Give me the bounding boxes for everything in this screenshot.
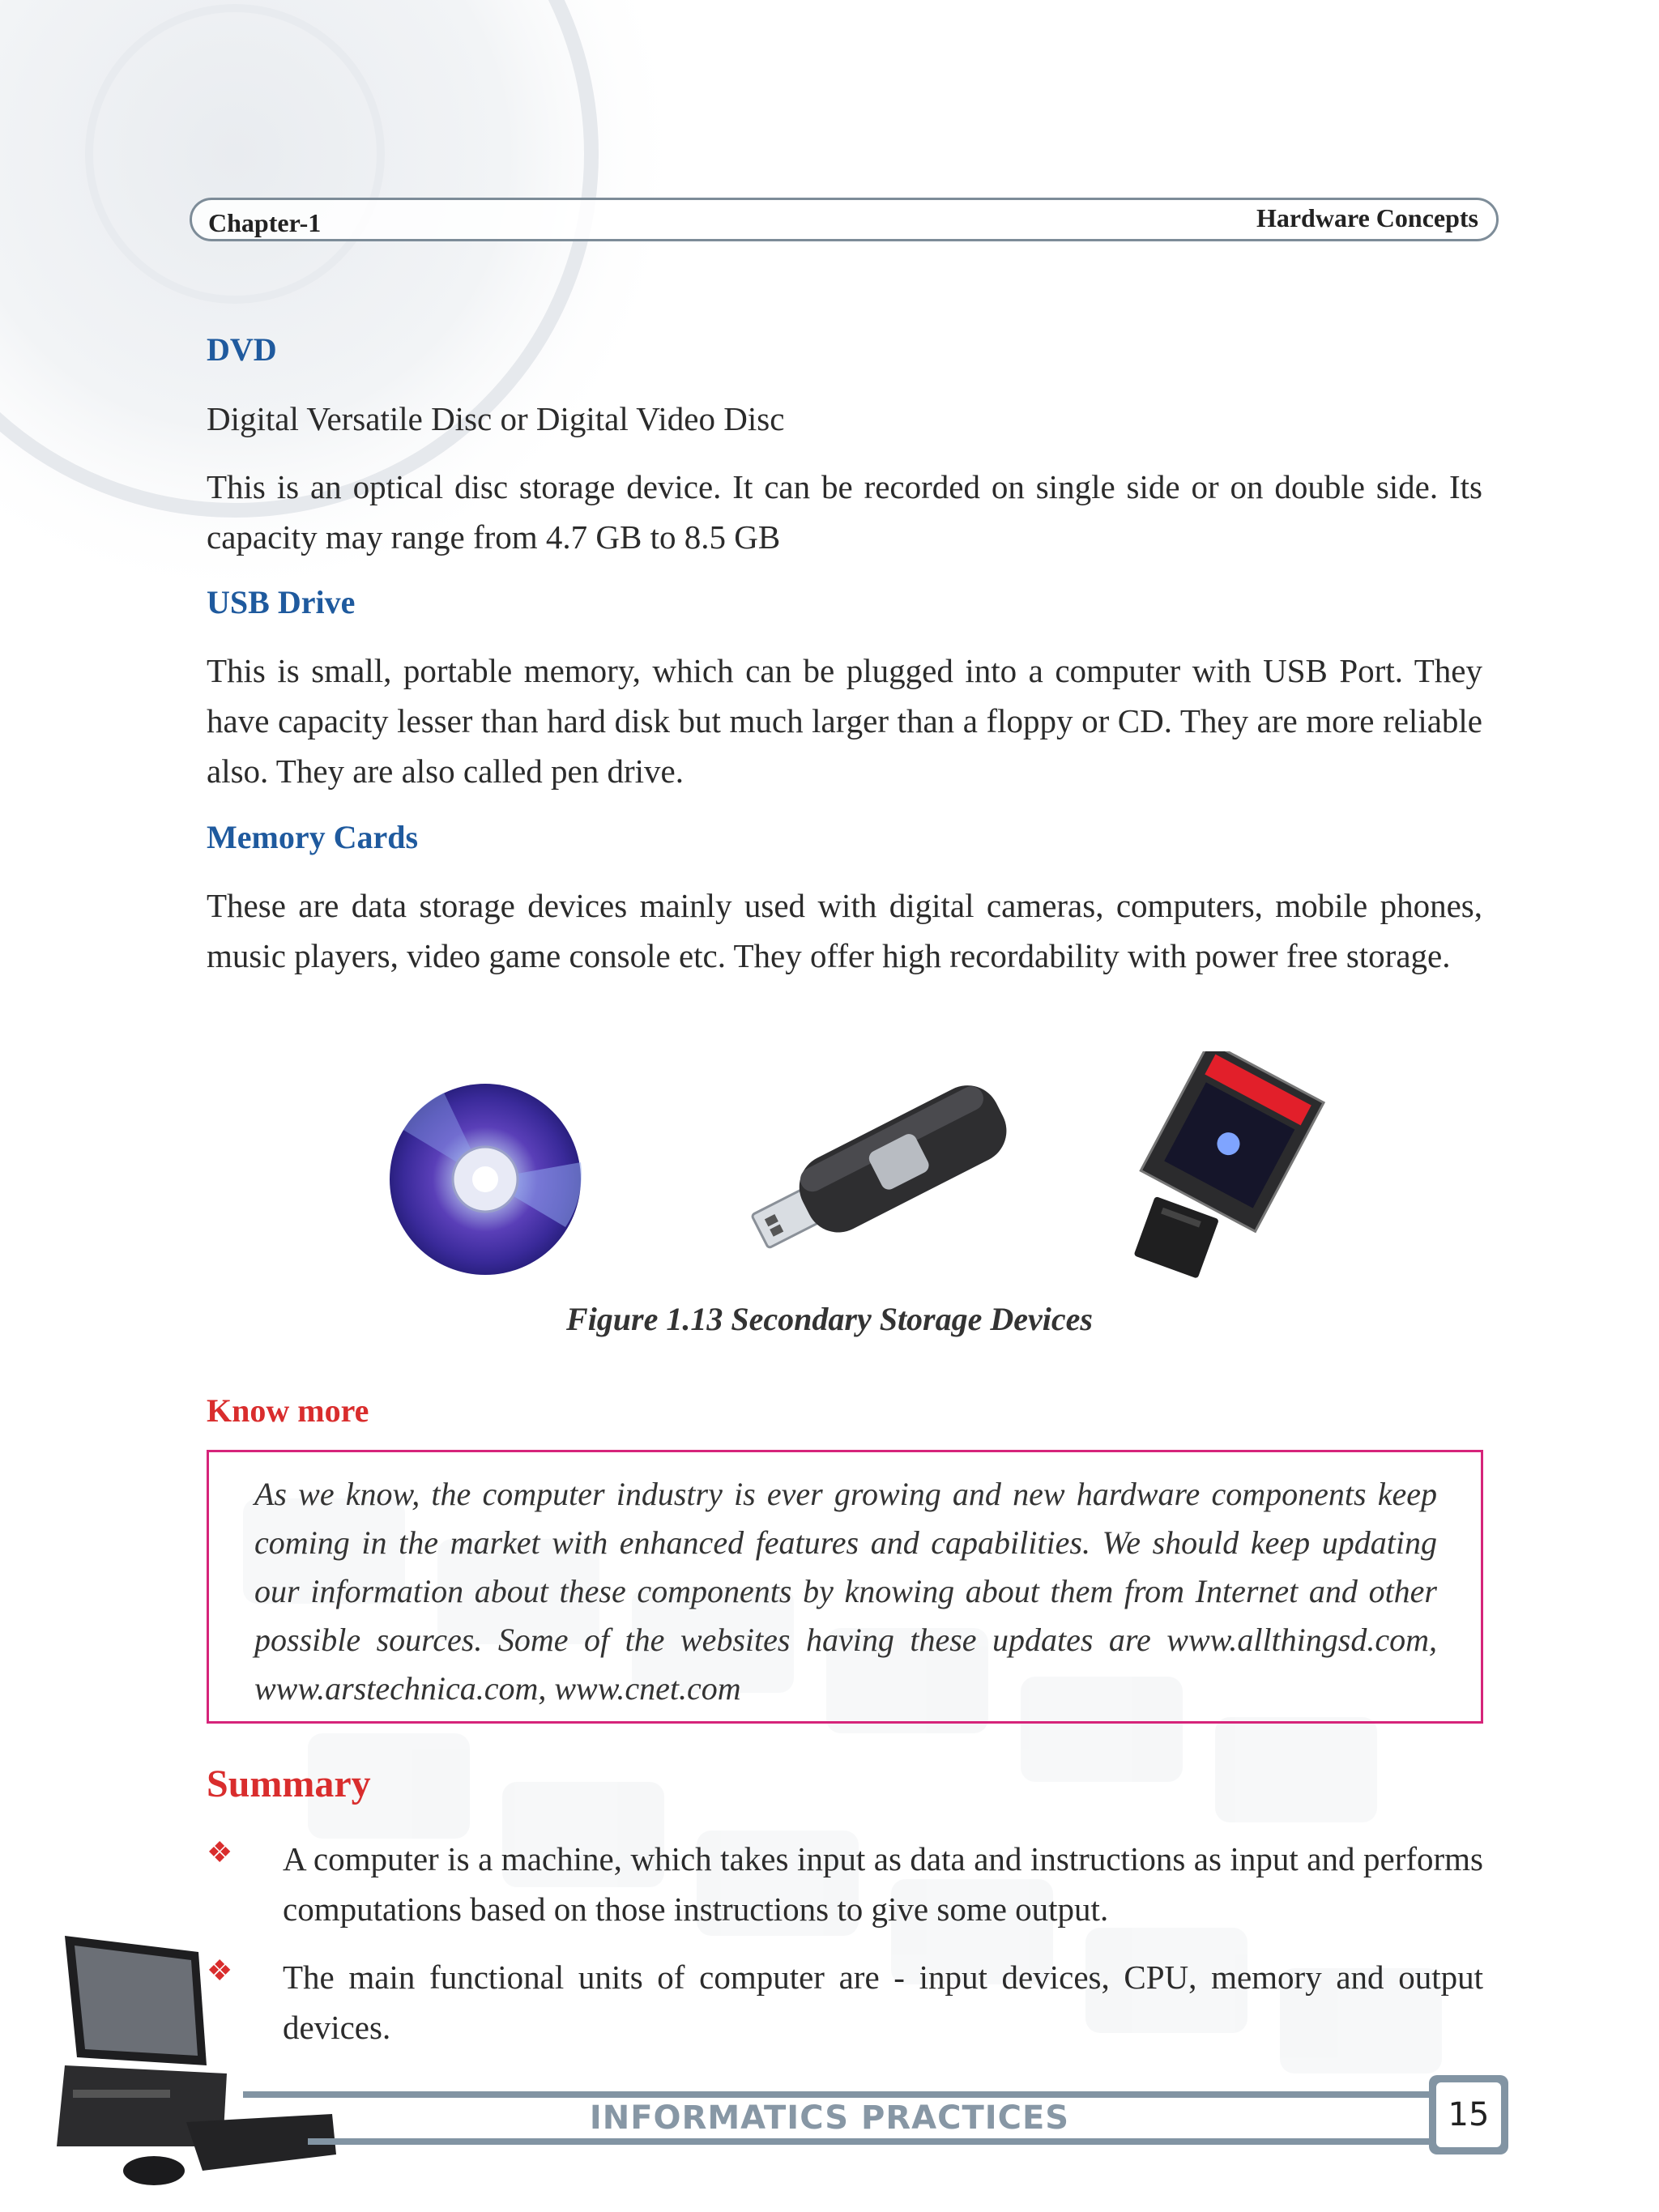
know-more-heading: Know more — [207, 1392, 369, 1429]
memory-card-image — [1110, 1051, 1345, 1286]
usb-drive-image — [713, 1068, 1021, 1280]
diamond-bullet-icon: ❖ — [207, 1954, 233, 1987]
dvd-description: This is an optical disc storage device. It can be recorded on single side or on double side. Its capacity may range from 4.7 GB to 8.5 GB — [207, 468, 1482, 556]
summary-bullet-text: A computer is a machine, which takes input as data and instructions as input and performs computations based on those instructions to give some output. — [283, 1840, 1483, 1928]
section-title: Hardware Concepts — [1256, 203, 1478, 232]
dvd-heading: DVD — [207, 331, 277, 368]
page-number: 15 — [1436, 2082, 1501, 2147]
usb-heading: USB Drive — [207, 584, 356, 620]
diamond-bullet-icon: ❖ — [207, 1836, 233, 1869]
chapter-header-bar — [190, 198, 1499, 241]
dvd-disc-image — [387, 1081, 583, 1277]
memory-cards-description: These are data storage devices mainly used with digital cameras, computers, mobile phones, music players, video game console etc. They offer high recordability with power free storage. — [207, 887, 1482, 974]
page-number-badge — [1429, 2075, 1508, 2154]
summary-bullet-text: The main functional units of computer are - input devices, CPU, memory and output devices. — [283, 1958, 1483, 2046]
memory-cards-heading: Memory Cards — [207, 819, 419, 855]
footer-title: INFORMATICS PRACTICES — [589, 2099, 1070, 2137]
computer-illustration — [41, 1928, 340, 2195]
summary-heading: Summary — [207, 1762, 371, 1805]
know-more-text: As we know, the computer industry is ever growing and new hardware components keep coming in the market with enhanced features and capabilities. We should keep updating our information about these components by knowing about them from Internet and other possible sources. Some of the websites having these updates are www.allthingsd.com, www.arstechnica.com, www.cnet.com — [254, 1476, 1437, 1707]
dvd-subtitle: Digital Versatile Disc or Digital Video Disc — [207, 400, 785, 437]
footer-rule — [243, 2091, 1434, 2098]
usb-description: This is small, portable memory, which can be plugged into a computer with USB Port. They have capacity lesser than hard disk but much larger than a floppy or CD. They are more reliable also. They are also called pen drive. — [207, 652, 1482, 790]
footer-rule — [308, 2138, 1434, 2145]
figure-caption: Figure 1.13 Secondary Storage Devices — [566, 1301, 1093, 1337]
chapter-label: Chapter-1 — [208, 208, 322, 237]
know-more-box — [207, 1450, 1483, 1724]
